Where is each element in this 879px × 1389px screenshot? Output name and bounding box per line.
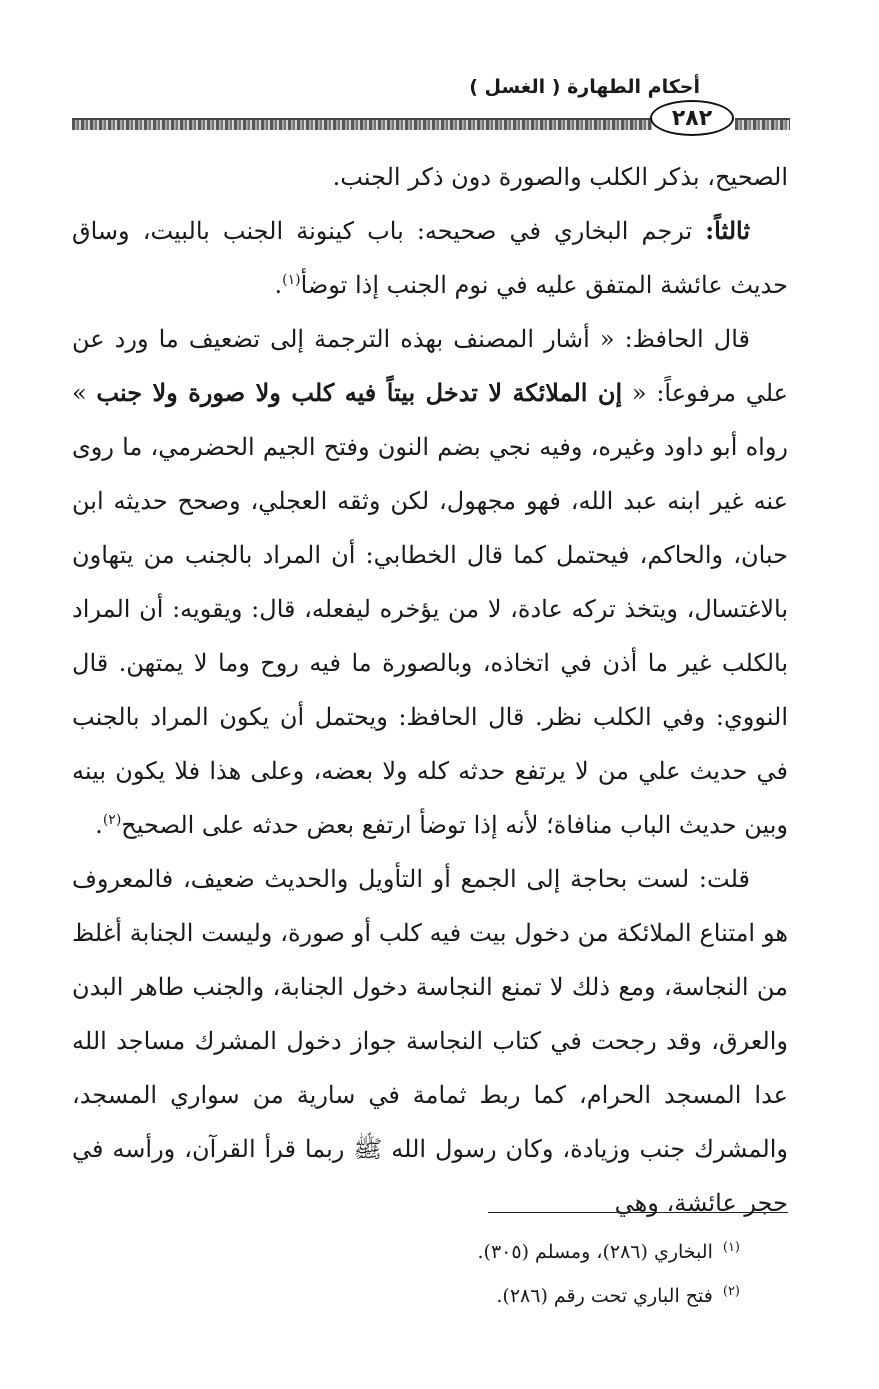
paragraph-2-end: . <box>274 271 283 299</box>
paragraph-2 <box>72 204 788 312</box>
footnote-separator <box>488 1212 788 1213</box>
footnote-2-number: (٢) <box>722 1283 740 1299</box>
footnote-1 <box>300 1230 740 1274</box>
footnote-1-number: (١) <box>722 1239 740 1255</box>
footnote-ref-2[interactable]: (٢) <box>102 812 122 828</box>
paragraph-3-start: قال الحافظ: « أشار المصنف بهذه الترجمة إلى تضعيف ما ورد عن علي مرفوعاً: « <box>72 325 789 407</box>
hadith-quote: إن الملائكة لا تدخل بيتاً فيه كلب ولا صورة ولا جنب <box>96 378 623 407</box>
footnotes <box>300 1230 740 1318</box>
paragraph-3-end: . <box>95 811 103 839</box>
footnote-ref-1[interactable]: (١) <box>282 272 301 288</box>
paragraph-1: الصحيح، بذكر الكلب والصورة دون ذكر الجنب. <box>332 163 788 191</box>
main-text <box>72 150 788 1230</box>
header-rule-left <box>72 118 652 130</box>
paragraph-2-lead: ثالثاً: <box>705 216 750 245</box>
footnote-1-text: البخاري (٢٨٦)، ومسلم (٣٠٥). <box>477 1241 713 1263</box>
header-rule-right <box>735 118 790 130</box>
footnote-2 <box>300 1274 740 1318</box>
page-number: ٢٨٢ <box>671 105 713 131</box>
paragraph-3 <box>72 312 788 852</box>
page-number-badge <box>650 100 734 136</box>
paragraph-3-text: » رواه أبو داود وغيره، وفيه نجي بضم النون وفتح الجيم الحضرمي، ما روى عنه غير ابنه عبد الله، فهو مجهول، لكن وثقه العجلي، وصحح حديثه ابن حبان، والحاكم، فيحتمل كما قال الخطابي: أن المراد بالجنب من يتهاون بالاغتسال، ويتخذ تركه عادة، لا من يؤخره ليفعله، قال: ويقويه: أن المراد بالكلب غير ما أذن في اتخاذه، وبالصورة ما فيه روح وما لا يمتهن. قال النووي: وفي الكلب نظر. قال الحافظ: ويحتمل أن يكون المراد بالجنب في حديث علي من لا يرتفع حدثه كله ولا بعضه، وعلى هذا فلا يكون بينه وبين حديث الباب منافاة؛ لأنه إذا توضأ ارتفع بعض حدثه على الصحيح <box>72 379 788 839</box>
running-title: أحكام الطهارة ( الغسل ) <box>469 76 700 98</box>
paragraph-4: قلت: لست بحاجة إلى الجمع أو التأويل والحديث ضعيف، فالمعروف هو امتناع الملائكة من دخول بيت فيه كلب أو صورة، وليست الجنابة أغلظ من النجاسة، ومع ذلك لا تمنع النجاسة دخول الجنابة، والجنب طاهر البدن والعرق، وقد رجحت في كتاب النجاسة جواز دخول المشرك مساجد الله عدا المسجد الحرام، كما ربط ثمامة في سارية من سواري المسجد، والمشرك جنب وزيادة، وكان رسول الله ﷺ ربما قرأ القرآن، ورأسه في حجر عائشة، وهي <box>72 865 788 1217</box>
paragraph-2-text: ترجم البخاري في صحيحه: باب كينونة الجنب بالبيت، وساق حديث عائشة المتفق عليه في نوم الجنب إذا توضأ <box>72 217 788 299</box>
footnote-2-text: فتح الباري تحت رقم (٢٨٦). <box>496 1285 713 1307</box>
